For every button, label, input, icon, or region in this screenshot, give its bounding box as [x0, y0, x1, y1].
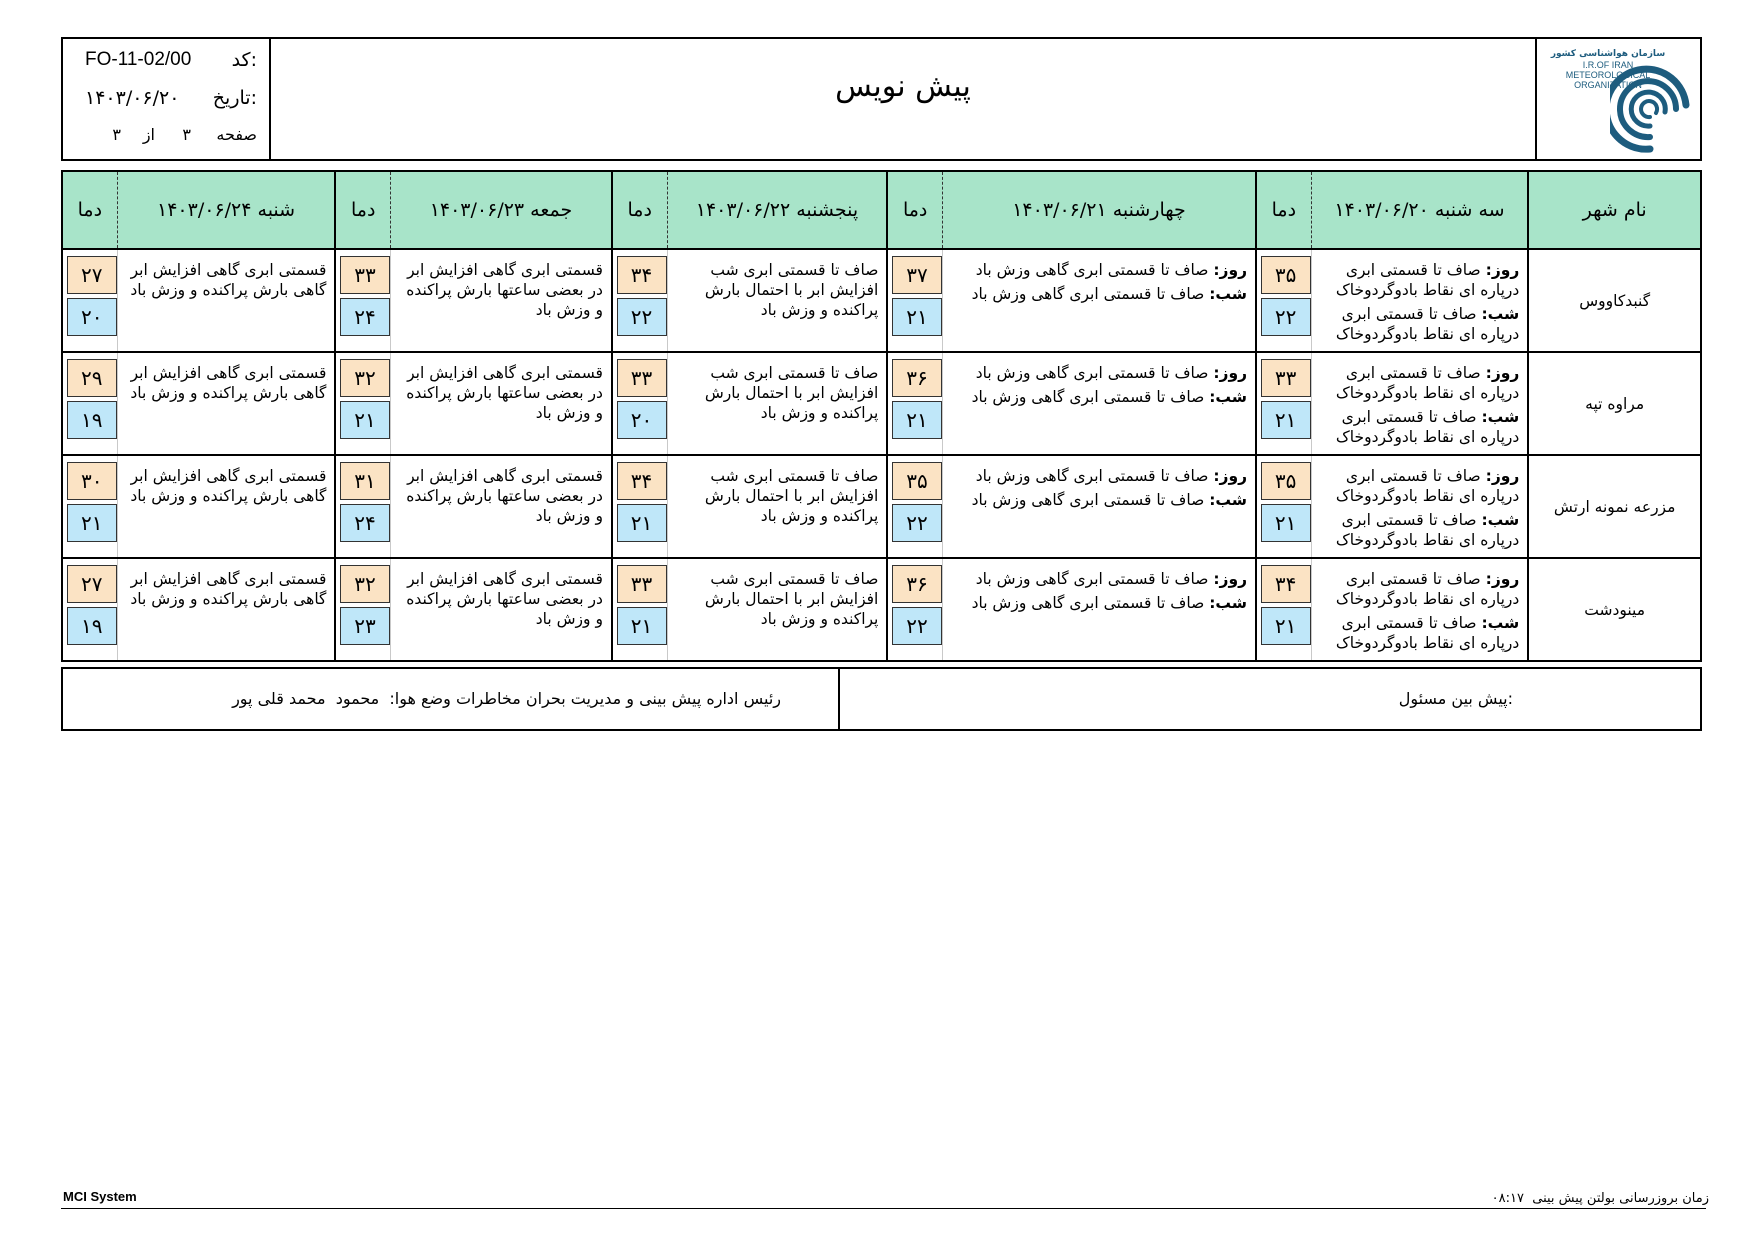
- update-label: زمان بروزرسانی بولتن پیش بینی: [1532, 1191, 1709, 1206]
- night-label: شب:: [1209, 388, 1248, 406]
- chief-line: [232, 689, 781, 708]
- code-label: کد:: [231, 49, 257, 71]
- condition-text: صاف تا قسمتی ابری شب افزایش ابر با احتمال بارش پراکنده و وزش باد: [704, 261, 879, 319]
- signature-box: [61, 667, 1702, 731]
- day-label: روز:: [1485, 261, 1520, 279]
- night-forecast: [949, 490, 1247, 514]
- temp-header-5: دما: [62, 171, 117, 249]
- temp-cell-day-3: [612, 455, 667, 558]
- min-temp: ۲۰: [67, 298, 117, 336]
- night-forecast: [949, 593, 1247, 617]
- condition-text: قسمتی ابری گاهی افزایش ابر گاهی بارش پراکنده و وزش باد: [130, 261, 327, 299]
- min-temp: ۲۱: [67, 504, 117, 542]
- forecaster-signature-cell: [836, 669, 1700, 729]
- condition-text: صاف تا قسمتی ابری شب افزایش ابر با احتمال بارش پراکنده و وزش باد: [704, 467, 879, 525]
- day-forecast: [1318, 260, 1520, 304]
- day-header-2: چهارشنبه ۱۴۰۳/۰۶/۲۱: [942, 171, 1256, 249]
- day-header-3: پنجشنبه ۱۴۰۳/۰۶/۲۲: [667, 171, 887, 249]
- min-temp: ۲۱: [1261, 401, 1311, 439]
- day-forecast: [1318, 466, 1520, 510]
- max-temp: ۳۳: [617, 359, 667, 397]
- forecast-cell-day-1: [1311, 455, 1528, 558]
- city-name: مینودشت: [1528, 558, 1701, 661]
- day-label: روز:: [1213, 467, 1248, 485]
- night-label: شب:: [1481, 614, 1520, 632]
- temp-cell-day-1: [1256, 558, 1311, 661]
- max-temp: ۲۷: [67, 256, 117, 294]
- temp-cell-day-1: [1256, 455, 1311, 558]
- forecast-cell-day-2: [942, 558, 1256, 661]
- night-label: شب:: [1209, 285, 1248, 303]
- max-temp: ۳۲: [340, 359, 390, 397]
- condition-text: صاف تا قسمتی ابری شب افزایش ابر با احتمال بارش پراکنده و وزش باد: [704, 364, 879, 422]
- logo-text-line2: I.R.OF IRAN: [1582, 60, 1634, 70]
- max-temp: ۳۰: [67, 462, 117, 500]
- condition-text: قسمتی ابری گاهی افزایش ابر گاهی بارش پراکنده و وزش باد: [130, 467, 327, 505]
- forecast-cell-day-4: [391, 558, 612, 661]
- forecast-cell-day-2: [942, 455, 1256, 558]
- max-temp: ۳۲: [340, 565, 390, 603]
- night-label: شب:: [1481, 511, 1520, 529]
- night-condition: صاف تا قسمتی ابری درپاره ای نقاط بادوگردوخاک: [1335, 305, 1520, 343]
- city-name: مزرعه نمونه ارتش: [1528, 455, 1701, 558]
- forecast-cell-day-2: [942, 352, 1256, 455]
- temp-cell-day-2: [887, 352, 942, 455]
- night-condition: صاف تا قسمتی ابری درپاره ای نقاط بادوگردوخاک: [1335, 614, 1520, 652]
- forecast-cell-day-3: [667, 558, 887, 661]
- forecast-cell-day-4: [391, 455, 612, 558]
- temp-cell-day-1: [1256, 352, 1311, 455]
- night-condition: صاف تا قسمتی ابری درپاره ای نقاط بادوگردوخاک: [1335, 408, 1520, 446]
- temp-cell-day-4: [335, 352, 390, 455]
- temp-cell-day-1: [1256, 249, 1311, 352]
- night-condition: صاف تا قسمتی ابری گاهی وزش باد: [971, 285, 1205, 303]
- date-label: تاریخ:: [212, 87, 257, 109]
- forecast-cell-day-1: [1311, 352, 1528, 455]
- forecast-cell-day-3: [667, 249, 887, 352]
- night-forecast: [1318, 613, 1520, 657]
- max-temp: ۳۵: [1261, 462, 1311, 500]
- temp-cell-day-5: [62, 455, 117, 558]
- day-condition: صاف تا قسمتی ابری درپاره ای نقاط بادوگردوخاک: [1335, 364, 1520, 402]
- chief-first-name: محمود: [335, 689, 380, 708]
- forecast-table: [61, 170, 1702, 662]
- city-column-header: نام شهر: [1528, 171, 1701, 249]
- logo-text-fa: سازمان هواشناسی کشور: [1550, 49, 1666, 59]
- day-label: روز:: [1213, 570, 1248, 588]
- min-temp: ۲۱: [340, 401, 390, 439]
- max-temp: ۳۱: [340, 462, 390, 500]
- day-condition: صاف تا قسمتی ابری گاهی وزش باد: [975, 364, 1209, 382]
- logo-text-line4: ORGANIZATION: [1574, 80, 1642, 90]
- max-temp: ۳۵: [892, 462, 942, 500]
- night-condition: صاف تا قسمتی ابری گاهی وزش باد: [971, 388, 1205, 406]
- day-header-5: شنبه ۱۴۰۳/۰۶/۲۴: [117, 171, 335, 249]
- night-forecast: [949, 387, 1247, 411]
- forecast-cell-day-1: [1311, 249, 1528, 352]
- forecast-cell-day-5: [117, 455, 335, 558]
- table-header-row: [62, 171, 1701, 249]
- system-label: MCI System: [63, 1189, 137, 1204]
- night-label: شب:: [1209, 594, 1248, 612]
- day-condition: صاف تا قسمتی ابری درپاره ای نقاط بادوگردوخاک: [1335, 261, 1520, 299]
- max-temp: ۲۹: [67, 359, 117, 397]
- forecast-cell-day-2: [942, 249, 1256, 352]
- forecaster-label: پیش بین مسئول:: [1398, 689, 1513, 708]
- temp-cell-day-5: [62, 558, 117, 661]
- condition-text: قسمتی ابری گاهی افزایش ابر گاهی بارش پراکنده و وزش باد: [130, 570, 327, 608]
- condition-text: قسمتی ابری گاهی افزایش ابر در بعضی ساعتها بارش پراکنده و وزش باد: [406, 364, 603, 422]
- forecast-cell-day-5: [117, 352, 335, 455]
- chief-signature-cell: [63, 669, 840, 729]
- day-header-1: سه شنبه ۱۴۰۳/۰۶/۲۰: [1311, 171, 1528, 249]
- min-temp: ۲۳: [340, 607, 390, 645]
- logo-text-line3: METEOROLOGICAL: [1565, 70, 1651, 80]
- min-temp: ۲۲: [617, 298, 667, 336]
- forecast-cell-day-5: [117, 249, 335, 352]
- forecast-cell-day-3: [667, 352, 887, 455]
- forecast-cell-day-5: [117, 558, 335, 661]
- night-condition: صاف تا قسمتی ابری گاهی وزش باد: [971, 491, 1205, 509]
- day-label: روز:: [1213, 261, 1248, 279]
- day-label: روز:: [1485, 364, 1520, 382]
- page-title: پیش نویس: [835, 69, 971, 104]
- max-temp: ۳۳: [617, 565, 667, 603]
- logo: [1535, 39, 1700, 159]
- min-temp: ۱۹: [67, 401, 117, 439]
- condition-text: صاف تا قسمتی ابری شب افزایش ابر با احتمال بارش پراکنده و وزش باد: [704, 570, 879, 628]
- min-temp: ۲۱: [617, 504, 667, 542]
- condition-text: قسمتی ابری گاهی افزایش ابر در بعضی ساعتها بارش پراکنده و وزش باد: [406, 261, 603, 319]
- city-name: مراوه تپه: [1528, 352, 1701, 455]
- min-temp: ۲۴: [340, 298, 390, 336]
- day-condition: صاف تا قسمتی ابری درپاره ای نقاط بادوگردوخاک: [1335, 570, 1520, 608]
- min-temp: ۲۲: [892, 607, 942, 645]
- min-temp: ۲۴: [340, 504, 390, 542]
- update-time-line: [1492, 1191, 1709, 1206]
- title-cell: [271, 39, 1535, 159]
- condition-text: قسمتی ابری گاهی افزایش ابر گاهی بارش پراکنده و وزش باد: [130, 364, 327, 402]
- temp-cell-day-5: [62, 249, 117, 352]
- document-meta: [63, 39, 271, 159]
- day-forecast: [1318, 363, 1520, 407]
- page-total: ۳: [112, 125, 121, 144]
- forecast-cell-day-4: [391, 249, 612, 352]
- forecast-cell-day-4: [391, 352, 612, 455]
- day-condition: صاف تا قسمتی ابری گاهی وزش باد: [975, 570, 1209, 588]
- chief-label: رئیس اداره پیش بینی و مدیریت بحران مخاطرات وضع هوا:: [389, 689, 781, 708]
- day-header-4: جمعه ۱۴۰۳/۰۶/۲۳: [391, 171, 612, 249]
- night-forecast: [1318, 510, 1520, 554]
- max-temp: ۳۶: [892, 565, 942, 603]
- day-condition: صاف تا قسمتی ابری گاهی وزش باد: [975, 467, 1209, 485]
- table-row: [62, 558, 1701, 661]
- forecast-body: [62, 249, 1701, 661]
- spiral-logo-icon: [1610, 65, 1690, 153]
- min-temp: ۲۱: [892, 298, 942, 336]
- temp-cell-day-4: [335, 558, 390, 661]
- temp-cell-day-3: [612, 249, 667, 352]
- day-label: روز:: [1485, 570, 1520, 588]
- min-temp: ۲۰: [617, 401, 667, 439]
- update-time: ۰۸:۱۷: [1491, 1191, 1524, 1206]
- condition-text: قسمتی ابری گاهی افزایش ابر در بعضی ساعتها بارش پراکنده و وزش باد: [406, 467, 603, 525]
- night-label: شب:: [1209, 491, 1248, 509]
- forecast-cell-day-1: [1311, 558, 1528, 661]
- max-temp: ۳۴: [1261, 565, 1311, 603]
- min-temp: ۲۲: [1261, 298, 1311, 336]
- footer-divider: [61, 1208, 1706, 1209]
- temp-cell-day-3: [612, 352, 667, 455]
- temp-cell-day-3: [612, 558, 667, 661]
- day-condition: صاف تا قسمتی ابری گاهی وزش باد: [975, 261, 1209, 279]
- day-forecast: [1318, 569, 1520, 613]
- temp-header-3: دما: [612, 171, 667, 249]
- min-temp: ۲۱: [1261, 607, 1311, 645]
- code-value: FO-11-02/00: [85, 49, 192, 70]
- temp-header-4: دما: [335, 171, 390, 249]
- min-temp: ۲۱: [892, 401, 942, 439]
- max-temp: ۲۷: [67, 565, 117, 603]
- date-value: ۱۴۰۳/۰۶/۲۰: [85, 87, 180, 109]
- day-forecast: [949, 466, 1247, 490]
- max-temp: ۳۳: [1261, 359, 1311, 397]
- temp-cell-day-4: [335, 455, 390, 558]
- condition-text: قسمتی ابری گاهی افزایش ابر در بعضی ساعتها بارش پراکنده و وزش باد: [406, 570, 603, 628]
- table-row: [62, 352, 1701, 455]
- night-label: شب:: [1481, 305, 1520, 323]
- night-forecast: [949, 284, 1247, 308]
- page-label: صفحه: [216, 125, 257, 144]
- table-row: [62, 249, 1701, 352]
- max-temp: ۳۵: [1261, 256, 1311, 294]
- night-condition: صاف تا قسمتی ابری درپاره ای نقاط بادوگردوخاک: [1335, 511, 1520, 549]
- day-forecast: [949, 363, 1247, 387]
- max-temp: ۳۷: [892, 256, 942, 294]
- temp-header-2: دما: [887, 171, 942, 249]
- night-forecast: [1318, 407, 1520, 451]
- max-temp: ۳۴: [617, 256, 667, 294]
- document-header: [61, 37, 1702, 161]
- city-name: گنبدکاووس: [1528, 249, 1701, 352]
- day-forecast: [949, 569, 1247, 593]
- table-row: [62, 455, 1701, 558]
- day-forecast: [949, 260, 1247, 284]
- night-label: شب:: [1481, 408, 1520, 426]
- forecast-cell-day-3: [667, 455, 887, 558]
- max-temp: ۳۶: [892, 359, 942, 397]
- day-label: روز:: [1485, 467, 1520, 485]
- min-temp: ۲۱: [1261, 504, 1311, 542]
- chief-last-name: محمد قلی پور: [232, 689, 326, 708]
- max-temp: ۳۴: [617, 462, 667, 500]
- min-temp: ۲۱: [617, 607, 667, 645]
- day-condition: صاف تا قسمتی ابری درپاره ای نقاط بادوگردوخاک: [1335, 467, 1520, 505]
- min-temp: ۲۲: [892, 504, 942, 542]
- min-temp: ۱۹: [67, 607, 117, 645]
- page-current: ۳: [182, 125, 191, 144]
- temp-cell-day-5: [62, 352, 117, 455]
- temp-cell-day-2: [887, 455, 942, 558]
- night-forecast: [1318, 304, 1520, 348]
- temp-header-1: دما: [1256, 171, 1311, 249]
- night-condition: صاف تا قسمتی ابری گاهی وزش باد: [971, 594, 1205, 612]
- temp-cell-day-2: [887, 558, 942, 661]
- temp-cell-day-2: [887, 249, 942, 352]
- page-of: از: [142, 125, 155, 144]
- temp-cell-day-4: [335, 249, 390, 352]
- day-label: روز:: [1213, 364, 1248, 382]
- max-temp: ۳۳: [340, 256, 390, 294]
